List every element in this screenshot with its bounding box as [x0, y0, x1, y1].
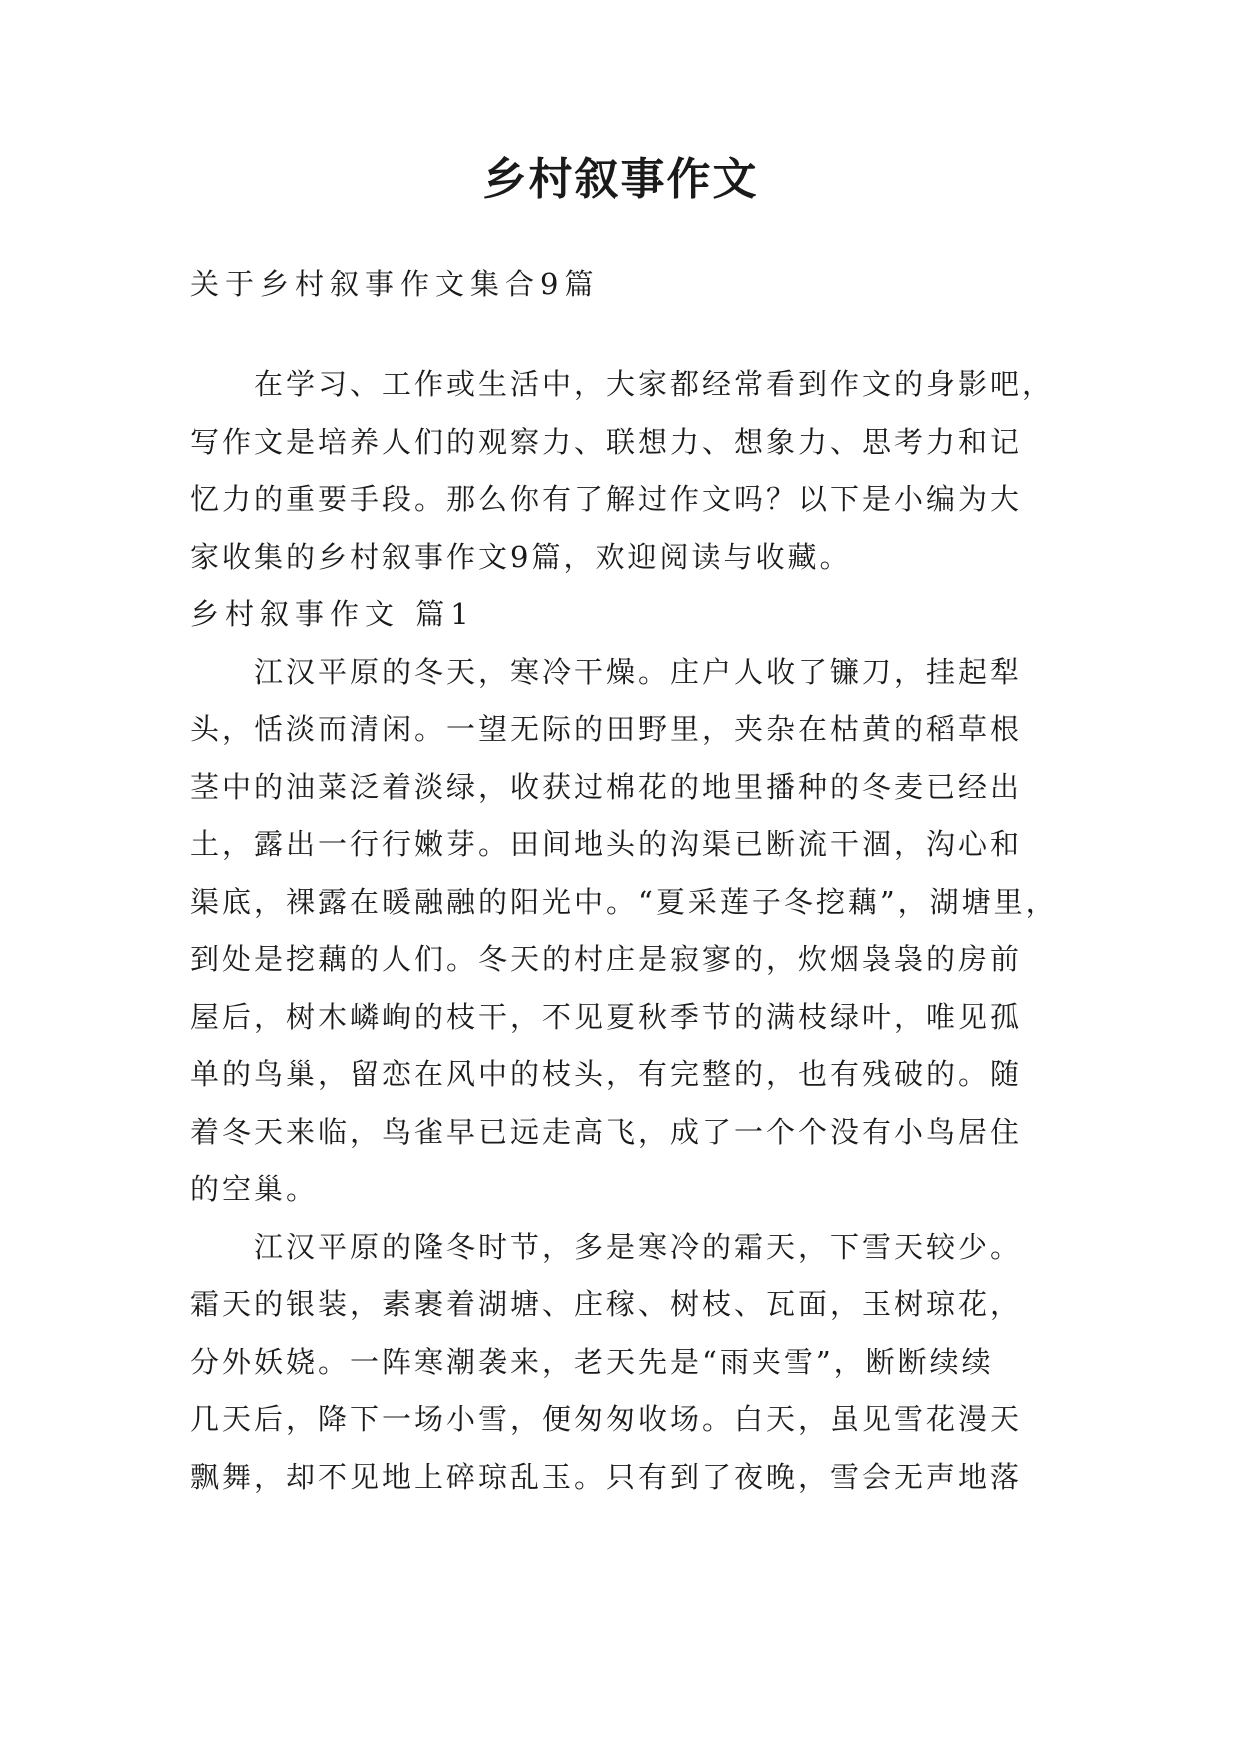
section-heading: 乡村叙事作文 篇1	[190, 597, 475, 631]
paragraph1-line: 头，恬淡而清闲。一望无际的田野里，夹杂在枯黄的稻草根	[190, 712, 1023, 746]
paragraph2-line: 江汉平原的隆冬时节，多是寒冷的霜天，下雪天较少。	[254, 1229, 1023, 1264]
paragraph2-line: 飘舞，却不见地上碎琼乱玉。只有到了夜晚，雪会无声地落	[190, 1459, 1023, 1494]
paragraph2-line: 霜天的银装，素裹着湖塘、庄稼、树枝、瓦面，玉树琼花，	[190, 1287, 1023, 1321]
document-subtitle: 关于乡村叙事作文集合9篇	[190, 267, 600, 301]
paragraph1-line: 茎中的油菜泛着淡绿，收获过棉花的地里播种的冬麦已经出	[190, 769, 1023, 804]
paragraph1-line: 渠底，裸露在暖融融的阳光中。“夏采莲子冬挖藕”，湖塘里，	[190, 884, 1058, 919]
paragraph1-line: 土，露出一行行嫩芽。田间地头的沟渠已断流干涸，沟心和	[190, 827, 1023, 861]
intro-line: 家收集的乡村叙事作文9篇，欢迎阅读与收藏。	[190, 539, 852, 574]
paragraph1-line: 着冬天来临，鸟雀早已远走高飞，成了一个个没有小鸟居住	[190, 1114, 1023, 1149]
paragraph1-line: 屋后，树木嶙峋的枝干，不见夏秋季节的满枝绿叶，唯见孤	[190, 999, 1023, 1034]
paragraph1-line: 江汉平原的冬天，寒冷干燥。庄户人收了镰刀，挂起犁	[254, 654, 1023, 689]
paragraph2-line: 几天后，降下一场小雪，便匆匆收场。白天，虽见雪花漫天	[190, 1402, 1023, 1436]
intro-line: 写作文是培养人们的观察力、联想力、想象力、思考力和记	[190, 424, 1023, 459]
intro-paragraph	[190, 356, 1070, 1506]
paragraph2-line: 分外妖娆。一阵寒潮袭来，老天先是“雨夹雪”，断断续续	[190, 1344, 994, 1379]
intro-line: 忆力的重要手段。那么你有了解过作文吗？以下是小编为大	[190, 482, 1023, 516]
document-title: 乡村叙事作文	[482, 154, 759, 205]
paragraph1-line: 的空巢。	[190, 1172, 319, 1206]
paragraph1-line: 到处是挖藕的人们。冬天的村庄是寂寥的，炊烟袅袅的房前	[190, 942, 1023, 976]
paragraph1-line: 单的鸟巢，留恋在风中的枝头，有完整的，也有残破的。随	[190, 1057, 1023, 1091]
intro-line: 在学习、工作或生活中，大家都经常看到作文的身影吧，	[254, 367, 1055, 401]
